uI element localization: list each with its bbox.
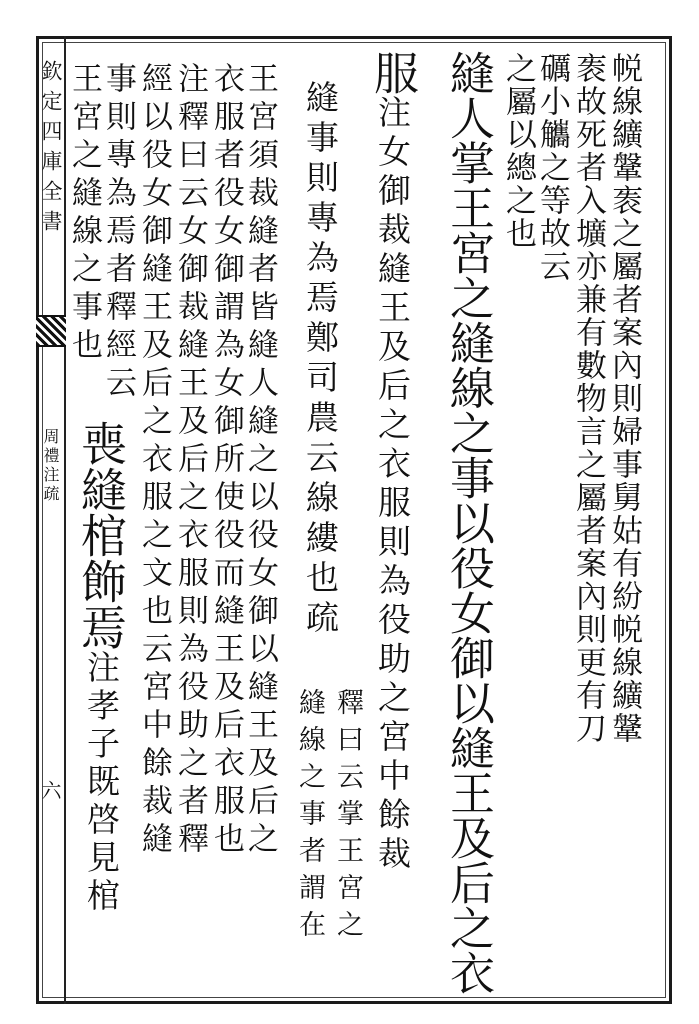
commentary-text: 之屬以總之也 — [500, 52, 536, 250]
commentary-text: 經以役女御縫王及后之衣服之文也云宮中餘裁縫 — [136, 62, 172, 860]
commentary-text: 礪小觿之等故云 — [534, 52, 570, 283]
text-column — [442, 50, 495, 995]
commentary-text: 縫事則專為焉鄭司農云線縷也 — [301, 80, 340, 600]
text-column — [301, 80, 340, 635]
commentary-text: 王宮之縫線之事也 — [66, 62, 102, 366]
commentary-text: 注孝子既啓見棺 — [82, 650, 121, 916]
text-column — [606, 52, 642, 745]
commentary-text: 衣服者役女御謂為女御所使役而縫王及后衣服也 — [208, 62, 244, 860]
main-text: 喪縫棺飾焉 — [74, 420, 128, 650]
main-text: 縫人掌王宮之縫線之事以役女御以縫王及后之衣 — [442, 50, 495, 995]
text-column — [500, 52, 536, 250]
text-column — [100, 62, 136, 404]
commentary-text: 袠故死者入壙亦兼有數物言之屬者案內則更有刀 — [570, 52, 606, 745]
commentary-label: 疏 — [301, 600, 340, 635]
text-column — [74, 420, 128, 916]
book-title: 周禮注疏 — [41, 428, 60, 504]
fishtail-ornament — [36, 305, 66, 353]
text-column — [570, 52, 606, 745]
commentary-text: 帨線纊鞶袠之屬者案內則婦事舅姑有紛帨線纊鞶 — [606, 52, 642, 745]
commentary-text: 注釋曰云女御裁縫王及后之衣服則為役助之者釋 — [172, 62, 208, 860]
text-column — [534, 52, 570, 283]
text-column — [66, 62, 102, 366]
text-column — [172, 62, 208, 860]
commentary-text: 縫線之事者謂在 — [294, 688, 325, 947]
text-column — [136, 62, 172, 860]
commentary-text: 王宮須裁縫者皆縫人縫之以役女御以縫王及后之 — [242, 62, 278, 860]
commentary-text: 釋曰云掌王宮之 — [332, 688, 363, 947]
commentary-text: 注女御裁縫王及后之衣服則為役助之宮中餘裁 — [373, 95, 412, 875]
text-column — [242, 62, 278, 860]
text-column — [366, 50, 419, 875]
commentary-text: 事則專為焉者釋經云 — [100, 62, 136, 404]
main-text: 服 — [366, 50, 419, 95]
header-title: 欽定四庫全書 — [39, 60, 63, 240]
page-number: 六 — [38, 780, 62, 803]
text-column — [208, 62, 244, 860]
